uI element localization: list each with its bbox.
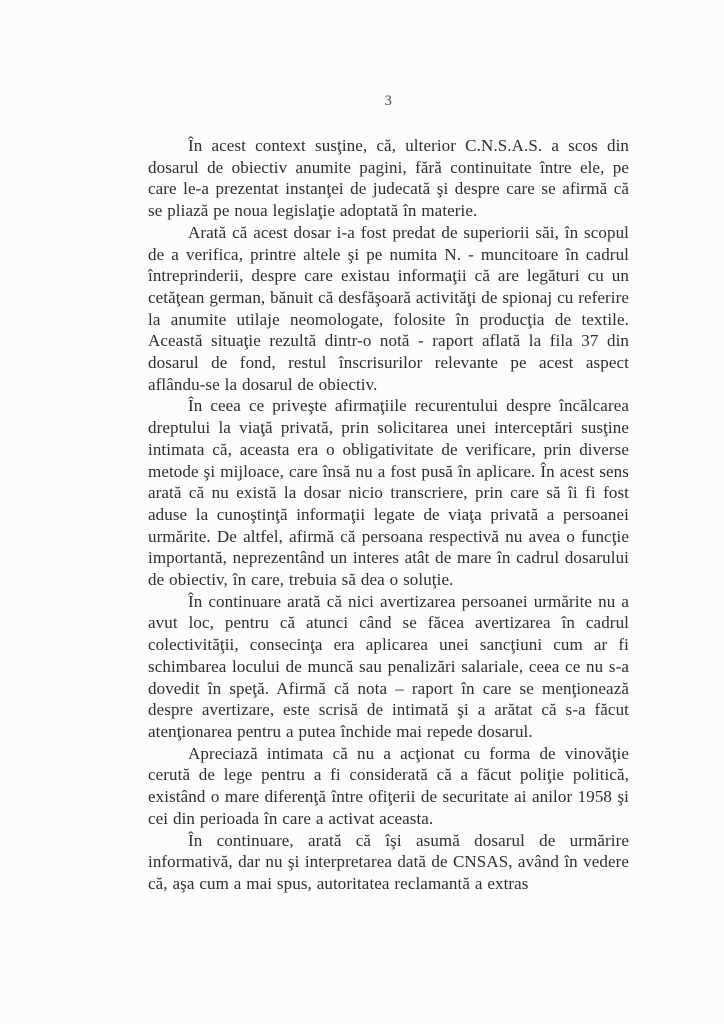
paragraph-1: În acest context susţine, că, ulterior C.N.S.A.S. a scos din dosarul de obiectiv anumite pagini, fără continuitate între ele, pe care le-a prezentat instanţei de judecată şi despre care se afirmă că se pliază pe noua legislaţie adoptată în materie. xyxy=(148,136,629,221)
paragraph-6: În continuare, arată că îşi asumă dosarul de urmărire informativă, dar nu şi interpretarea dată de CNSAS, având în vedere că, aşa cum a mai spus, autoritatea reclamantă a extras xyxy=(148,830,629,893)
document-body xyxy=(148,135,629,895)
paragraph-5: Apreciază intimata că nu a acţionat cu forma de vinovăţie cerută de lege pentru a fi considerată că a făcut poliţie politică, existând o mare diferenţă între ofiţerii de securitate ai anilor 1958 şi cei din perioada în care a activat aceasta. xyxy=(148,743,629,828)
paragraph-2: Arată că acest dosar i-a fost predat de superiorii săi, în scopul de a verifica, printre altele şi pe numita N. - muncitoare în cadrul întreprinderii, despre care existau informaţii că are legături cu un cetăţean german, bănuit că desfăşoară activităţi de spionaj cu referire la anumite utilaje neomologate, folosite în producţia de textile. Această situaţie rezultă dintr-o notă - raport aflată la fila 37 din dosarul de fond, restul înscrisurilor relevante pe acest aspect aflându-se la dosarul de obiectiv. xyxy=(148,222,629,394)
page-number: 3 xyxy=(384,93,393,109)
paragraph-4: În continuare arată că nici avertizarea persoanei urmărite nu a avut loc, pentru că atunci când se făcea avertizarea în cadrul colectivităţii, consecinţa era aplicarea unei sancţiuni cum ar fi schimbarea locului de muncă sau penalizări salariale, ceea ce nu s-a dovedit în speţă. Afirmă că nota – raport în care se menţionează despre avertizare, este scrisă de intimată şi a arătat că s-a făcut atenţionarea pentru a putea închide mai repede dosarul. xyxy=(148,591,629,741)
paragraph-3: În ceea ce priveşte afirmaţiile recurentului despre încălcarea dreptului la viaţă privată, prin solicitarea unei interceptări susţine intimata că, aceasta era o obligativitate de verificare, prin diverse metode şi mijloace, care însă nu a fost pusă în aplicare. În acest sens arată că nu există la dosar nicio transcriere, prin care să îi fi fost aduse la cunoştinţă informaţii legate de viaţa privată a persoanei urmărite. De altfel, afirmă că persoana respectivă nu avea o funcţie importantă, neprezentând un interes atât de mare în cadrul dosarului de obiectiv, în care, trebuia să dea o soluţie. xyxy=(148,396,629,590)
